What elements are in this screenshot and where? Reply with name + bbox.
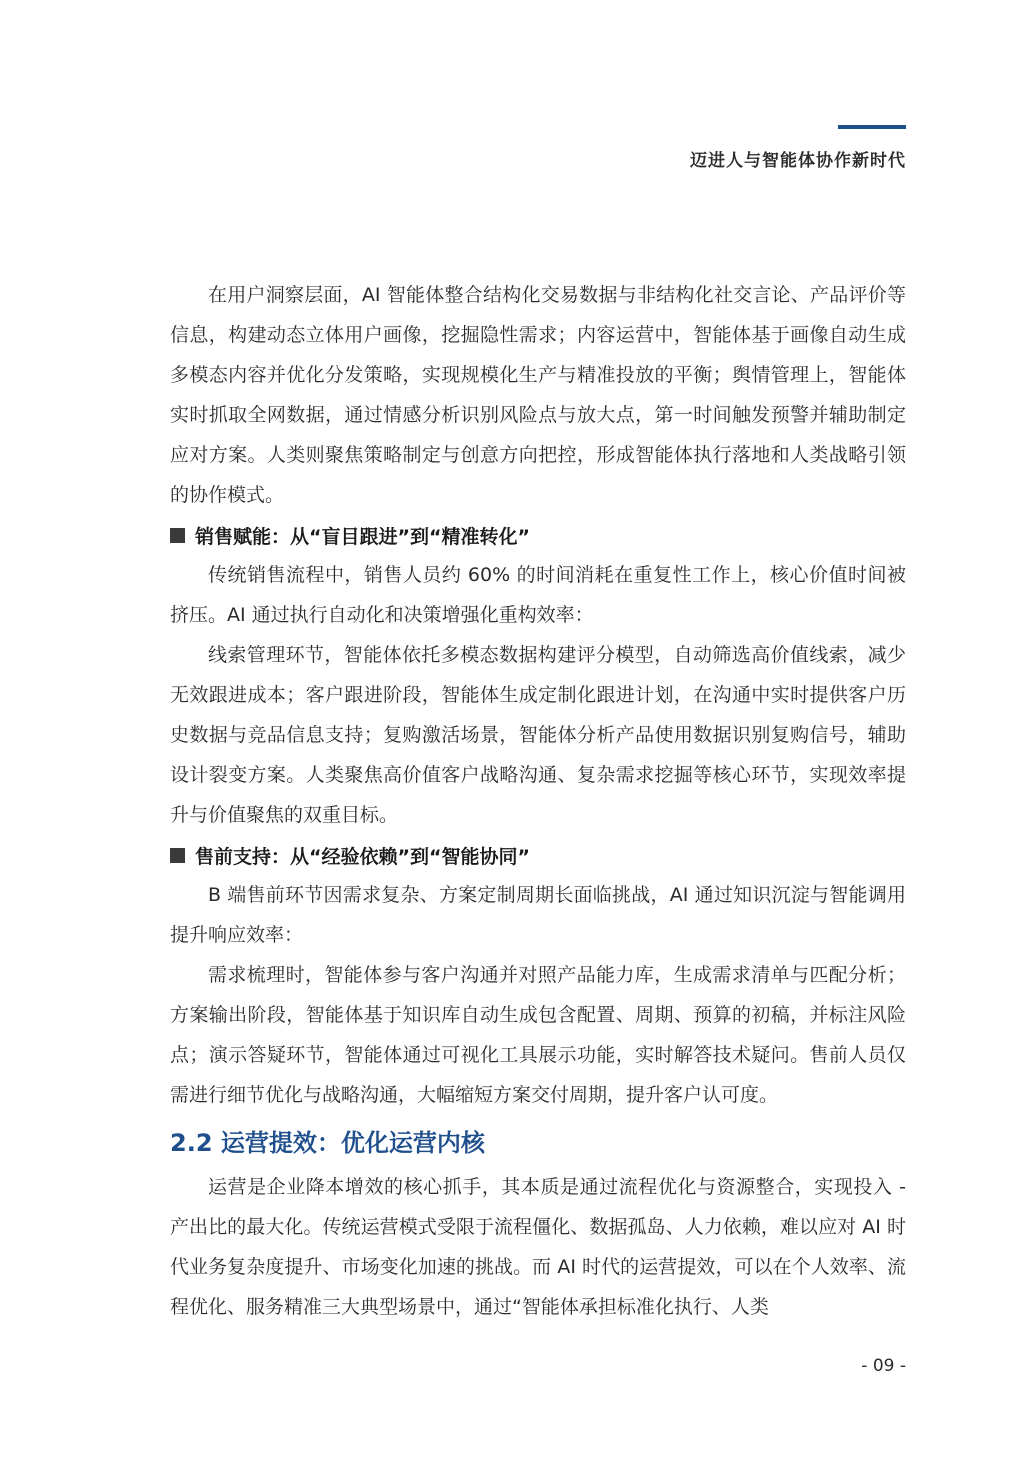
paragraph-sales-intro: 传统销售流程中，销售人员约 60% 的时间消耗在重复性工作上，核心价值时间被挤压。AI 通过执行自动化和决策增强化重构效率：	[170, 564, 906, 626]
subheading-sales	[170, 515, 906, 555]
page-content	[170, 275, 906, 1327]
square-bullet-icon	[170, 848, 185, 863]
header-accent-rule	[838, 125, 906, 129]
paragraph-presales-detail: 需求梳理时，智能体参与客户沟通并对照产品能力库，生成需求清单与匹配分析；方案输出阶段，智能体基于知识库自动生成包含配置、周期、预算的初稿，并标注风险点；演示答疑环节，智能体通过可视化工具展示功能，实时解答技术疑问。售前人员仅需进行细节优化与战略沟通，大幅缩短方案交付周期，提升客户认可度。	[170, 964, 906, 1106]
subheading-sales-text: 销售赋能：从“盲目跟进”到“精准转化”	[195, 525, 530, 548]
subheading-presales-text: 售前支持：从“经验依赖”到“智能协同”	[195, 845, 530, 868]
paragraph-sales-detail: 线索管理环节，智能体依托多模态数据构建评分模型，自动筛选高价值线索，减少无效跟进成本；客户跟进阶段，智能体生成定制化跟进计划，在沟通中实时提供客户历史数据与竞品信息支持；复购激活场景，智能体分析产品使用数据识别复购信号，辅助设计裂变方案。人类聚焦高价值客户战略沟通、复杂需求挖掘等核心环节，实现效率提升与价值聚焦的双重目标。	[170, 644, 906, 826]
paragraph-operations: 运营是企业降本增效的核心抓手，其本质是通过流程优化与资源整合，实现投入 - 产出比的最大化。传统运营模式受限于流程僵化、数据孤岛、人力依赖，难以应对 AI 时代业务复杂度提升、市场变化加速的挑战。而 AI 时代的运营提效，可以在个人效率、流程优化、服务精准三大典型场景中，通过“智能体承担标准化执行、人类	[170, 1176, 906, 1318]
section-heading: 2.2 运营提效：优化运营内核	[170, 1129, 485, 1157]
running-title: 迈进人与智能体协作新时代	[690, 151, 906, 171]
subheading-presales	[170, 835, 906, 875]
paragraph-presales-intro: B 端售前环节因需求复杂、方案定制周期长面临挑战，AI 通过知识沉淀与智能调用提升响应效率：	[170, 884, 906, 946]
square-bullet-icon	[170, 528, 185, 543]
paragraph-user-insight: 在用户洞察层面，AI 智能体整合结构化交易数据与非结构化社交言论、产品评价等信息，构建动态立体用户画像，挖掘隐性需求；内容运营中，智能体基于画像自动生成多模态内容并优化分发策略，实现规模化生产与精准投放的平衡；舆情管理上，智能体实时抓取全网数据，通过情感分析识别风险点与放大点，第一时间触发预警并辅助制定应对方案。人类则聚焦策略制定与创意方向把控，形成智能体执行落地和人类战略引领的协作模式。	[170, 284, 906, 506]
page-number: - 09 -	[861, 1356, 906, 1376]
